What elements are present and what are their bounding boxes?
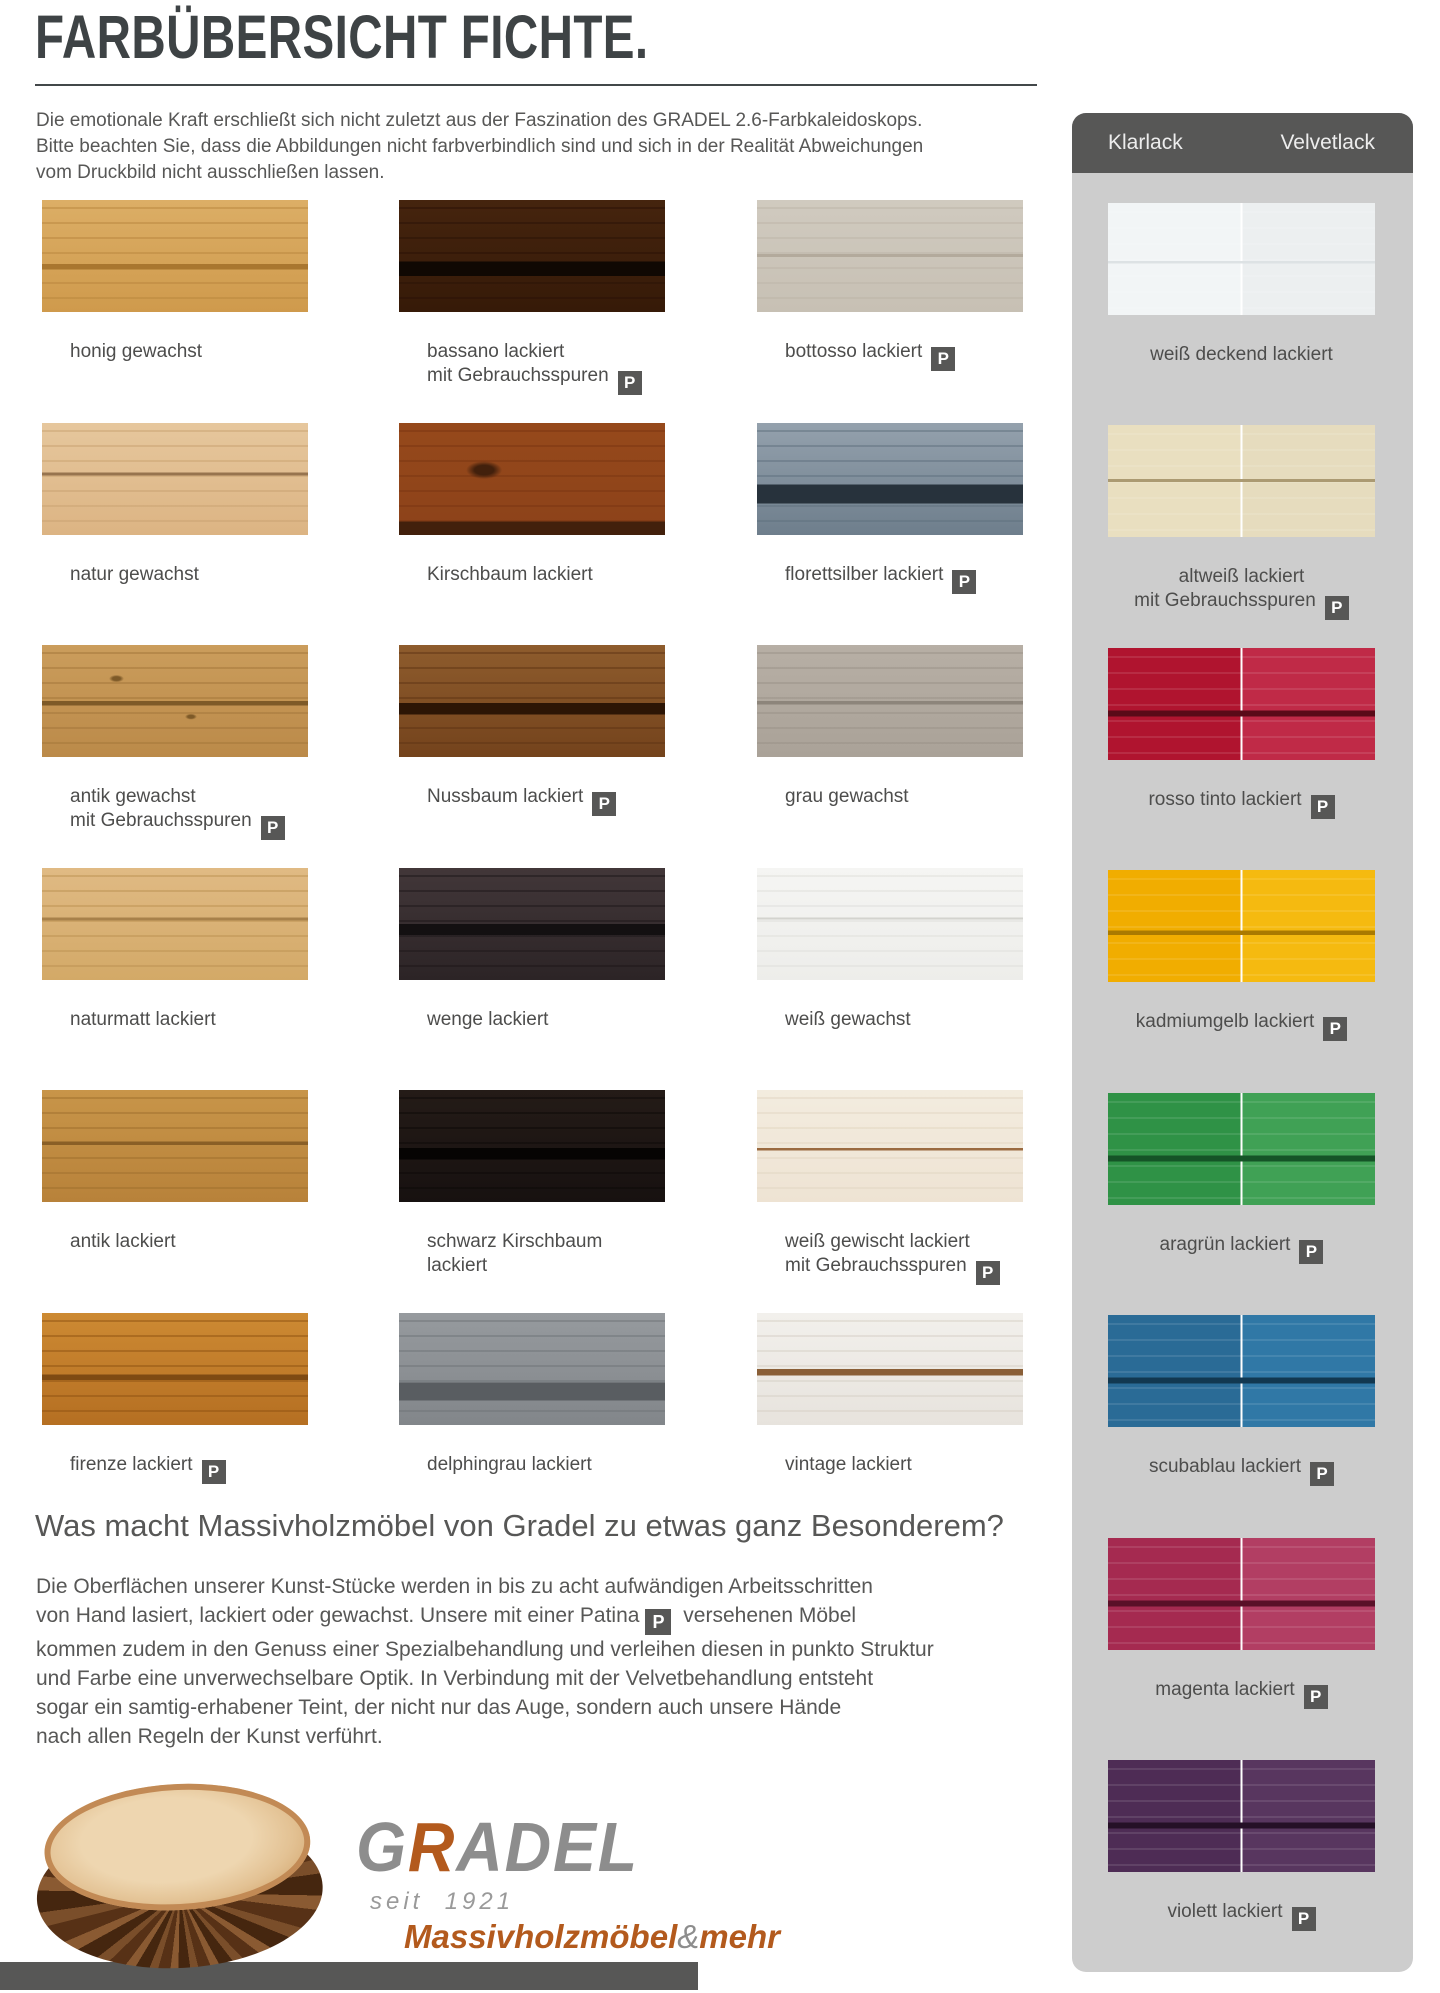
label-schwarz-kirschbaum-lackiert [427,1230,602,1278]
swatch-aragrun-lackiert [1108,1093,1375,1205]
label-weiss-gewachst [785,1008,911,1032]
cell-weiss-gewachst [757,868,1023,1030]
label-text: scubablau lackiert [1148,1456,1302,1477]
intro-paragraph [36,108,923,186]
label-florettsilber-lackiert [785,563,976,594]
label-magenta-lackiert [1108,1678,1375,1709]
title-rule [35,84,1037,86]
swatch-bassano-lackiert-mit-gebrauchsspuren [399,200,665,312]
intro-line: vom Druckbild nicht ausschließen lassen. [36,162,385,183]
section-heading: Was macht Massivholzmöbel von Gradel zu etwas ganz Besonderem? [35,1508,1004,1543]
body-text: nach allen Regeln der Kunst verführt. [36,1725,383,1748]
label-natur-gewachst [70,563,199,587]
patina-badge: P [1311,795,1335,819]
swatch-wenge-lackiert [399,868,665,980]
cell-honig-gewachst [42,200,308,362]
patina-badge: P [261,816,285,840]
label-text: lackiert [427,1255,488,1276]
label-text: naturmatt lackiert [70,1009,216,1030]
cell-antik-gewachst-mit-gebrauchsspuren [42,645,308,837]
swatch-florettsilber-lackiert [757,423,1023,535]
label-text: weiß gewachst [785,1009,911,1030]
label-honig-gewachst [70,340,202,364]
body-line [36,1601,934,1635]
logo-tagline-mehr: mehr [699,1918,780,1955]
body-text: von Hand lasiert, lackiert oder gewachst. Unsere mit einer Patina [36,1604,640,1627]
logo-seit-word: seit [370,1888,424,1915]
label-text: Nussbaum lackiert [427,786,584,807]
body-line [36,1722,934,1751]
label-wenge-lackiert [427,1008,548,1032]
swatch-violett-lackiert [1108,1760,1375,1872]
logo-ampersand: & [677,1918,700,1955]
finish-row-kadmiumgelb-lackiert [1108,870,1375,1038]
logo-tagline [404,1918,780,1956]
cell-delphingrau-lackiert [399,1313,665,1475]
label-bassano-lackiert-mit-gebrauchsspuren [427,340,642,395]
cell-vintage-lackiert [757,1313,1023,1475]
label-violett-lackiert [1108,1900,1375,1931]
label-antik-lackiert [70,1230,176,1254]
swatch-scubablau-lackiert [1108,1315,1375,1427]
patina-badge: P [592,792,616,816]
swatch-kirschbaum-lackiert [399,423,665,535]
label-text: mit Gebrauchsspuren [427,365,609,386]
cell-kirschbaum-lackiert [399,423,665,585]
swatch-kadmiumgelb-lackiert [1108,870,1375,982]
swatch-weiss-gewischt-lackiert-mit-gebrauchsspuren [757,1090,1023,1202]
patina-badge: P [645,1609,671,1635]
cell-firenze-lackiert [42,1313,308,1481]
body-text: und Farbe eine unverwechselbare Optik. In Verbindung mit der Velvetbehandlung entsteht [36,1667,874,1690]
patina-badge: P [1323,1017,1347,1041]
label-naturmatt-lackiert [70,1008,216,1032]
label-text: bottosso lackiert [785,341,923,362]
swatch-firenze-lackiert [42,1313,308,1425]
patina-badge: P [1299,1240,1323,1264]
swatch-delphingrau-lackiert [399,1313,665,1425]
label-delphingrau-lackiert [427,1453,592,1477]
cell-wenge-lackiert [399,868,665,1030]
swatch-weiss-deckend-lackiert [1108,203,1375,315]
patina-badge: P [202,1460,226,1484]
label-text: schwarz Kirschbaum [427,1231,603,1252]
label-text: firenze lackiert [70,1454,193,1475]
cell-florettsilber-lackiert [757,423,1023,591]
cell-natur-gewachst [42,423,308,585]
cell-bottosso-lackiert [757,200,1023,368]
body-text: versehenen Möbel [677,1604,857,1627]
finish-row-rosso-tinto-lackiert [1108,648,1375,816]
swatch-natur-gewachst [42,423,308,535]
patina-badge: P [976,1261,1000,1285]
swatch-vintage-lackiert [757,1313,1023,1425]
swatch-weiss-gewachst [757,868,1023,980]
finish-row-weiss-deckend-lackiert [1108,203,1375,365]
label-text: rosso tinto lackiert [1148,789,1302,810]
body-text: kommen zudem in den Genuss einer Spezialbehandlung und verleihen diesen in punkto Struktur [36,1638,934,1661]
label-kadmiumgelb-lackiert [1108,1010,1375,1041]
gradel-logo-word [356,1808,746,1886]
logo-tagline-main: Massivholzmöbel [404,1918,678,1955]
cell-grau-gewachst [757,645,1023,807]
logo-letters-adel: ADEL [456,1808,639,1886]
cell-bassano-lackiert-mit-gebrauchsspuren [399,200,665,392]
finish-row-violett-lackiert [1108,1760,1375,1928]
label-firenze-lackiert [70,1453,226,1484]
swatch-altweiss-lackiert-mit-gebrauchsspuren [1108,425,1375,537]
label-text: mit Gebrauchsspuren [70,810,252,831]
cell-naturmatt-lackiert [42,868,308,1030]
label-rosso-tinto-lackiert [1108,788,1375,819]
swatch-schwarz-kirschbaum-lackiert [399,1090,665,1202]
label-text: violett lackiert [1167,1901,1283,1922]
logo-letter-r: R [407,1808,457,1886]
label-grau-gewachst [785,785,909,809]
label-text: wenge lackiert [427,1009,549,1030]
swatch-nussbaum-lackiert [399,645,665,757]
finish-row-magenta-lackiert [1108,1538,1375,1706]
swatch-honig-gewachst [42,200,308,312]
gradel-logo [356,1808,780,1956]
swatch-grau-gewachst [757,645,1023,757]
label-text: aragrün lackiert [1159,1234,1291,1255]
label-text: weiß deckend lackiert [1150,344,1333,365]
swatch-rosso-tinto-lackiert [1108,648,1375,760]
swatch-antik-gewachst-mit-gebrauchsspuren [42,645,308,757]
label-text: natur gewachst [70,564,199,585]
body-text: sogar ein samtig-erhabener Teint, der nicht nur das Auge, sondern auch unsere Hände [36,1696,842,1719]
label-bottosso-lackiert [785,340,955,371]
label-antik-gewachst-mit-gebrauchsspuren [70,785,285,840]
body-line [36,1664,934,1693]
label-text: antik lackiert [70,1231,176,1252]
patina-badge: P [1292,1907,1316,1931]
cell-nussbaum-lackiert [399,645,665,813]
logo-year: 1921 [444,1888,515,1915]
swatch-naturmatt-lackiert [42,868,308,980]
label-text: delphingrau lackiert [427,1454,592,1475]
intro-line: Die emotionale Kraft erschließt sich nicht zuletzt aus der Faszination des GRADEL 2.6-Farbkaleidoskops. [36,110,923,131]
cell-antik-lackiert [42,1090,308,1252]
label-text: weiß gewischt lackiert [785,1231,970,1252]
label-text: antik gewachst [70,786,196,807]
finish-row-scubablau-lackiert [1108,1315,1375,1483]
label-text: bassano lackiert [427,341,565,362]
finish-row-altweiss-lackiert-mit-gebrauchsspuren [1108,425,1375,617]
body-text: Die Oberflächen unserer Kunst-Stücke werden in bis zu acht aufwändigen Arbeitsschritten [36,1575,873,1598]
label-weiss-deckend-lackiert [1108,343,1375,367]
label-text: mit Gebrauchsspuren [785,1255,967,1276]
label-text: honig gewachst [70,341,203,362]
label-vintage-lackiert [785,1453,912,1477]
patina-badge: P [1310,1462,1334,1486]
body-line [36,1572,934,1601]
header-klarlack: Klarlack [1108,131,1183,154]
patina-badge: P [952,570,976,594]
patina-badge: P [618,371,642,395]
body-paragraph [36,1572,934,1751]
logo-letter-g: G [356,1808,408,1886]
label-text: florettsilber lackiert [785,564,944,585]
finish-row-aragrun-lackiert [1108,1093,1375,1261]
cell-weiss-gewischt-lackiert-mit-gebrauchsspuren [757,1090,1023,1282]
label-aragrun-lackiert [1108,1233,1375,1264]
page-title: FARBÜBERSICHT FICHTE. [35,3,649,71]
cell-schwarz-kirschbaum-lackiert [399,1090,665,1276]
swatch-bottosso-lackiert [757,200,1023,312]
patina-badge: P [1304,1685,1328,1709]
body-line [36,1693,934,1722]
label-text: mit Gebrauchsspuren [1134,590,1316,611]
swatch-magenta-lackiert [1108,1538,1375,1650]
label-text: kadmiumgelb lackiert [1135,1011,1315,1032]
finish-panel [1072,113,1413,1972]
wood-slice-image [29,1776,330,1979]
swatch-antik-lackiert [42,1090,308,1202]
label-weiss-gewischt-lackiert-mit-gebrauchsspuren [785,1230,1000,1285]
header-velvetlack: Velvetlack [1280,131,1375,154]
patina-badge: P [1325,596,1349,620]
patina-badge: P [931,347,955,371]
label-kirschbaum-lackiert [427,563,593,587]
finish-panel-header [1072,113,1413,173]
label-text: vintage lackiert [785,1454,912,1475]
label-text: altweiß lackiert [1178,566,1305,587]
label-nussbaum-lackiert [427,785,616,816]
label-text: grau gewachst [785,786,909,807]
label-text: magenta lackiert [1155,1679,1295,1700]
label-scubablau-lackiert [1108,1455,1375,1486]
label-text: Kirschbaum lackiert [427,564,593,585]
body-line [36,1635,934,1664]
label-altweiss-lackiert-mit-gebrauchsspuren [1108,565,1375,620]
logo-seit-1921 [370,1888,780,1916]
intro-line: Bitte beachten Sie, dass die Abbildungen nicht farbverbindlich sind und sich in der Realität Abweichungen [36,136,924,157]
